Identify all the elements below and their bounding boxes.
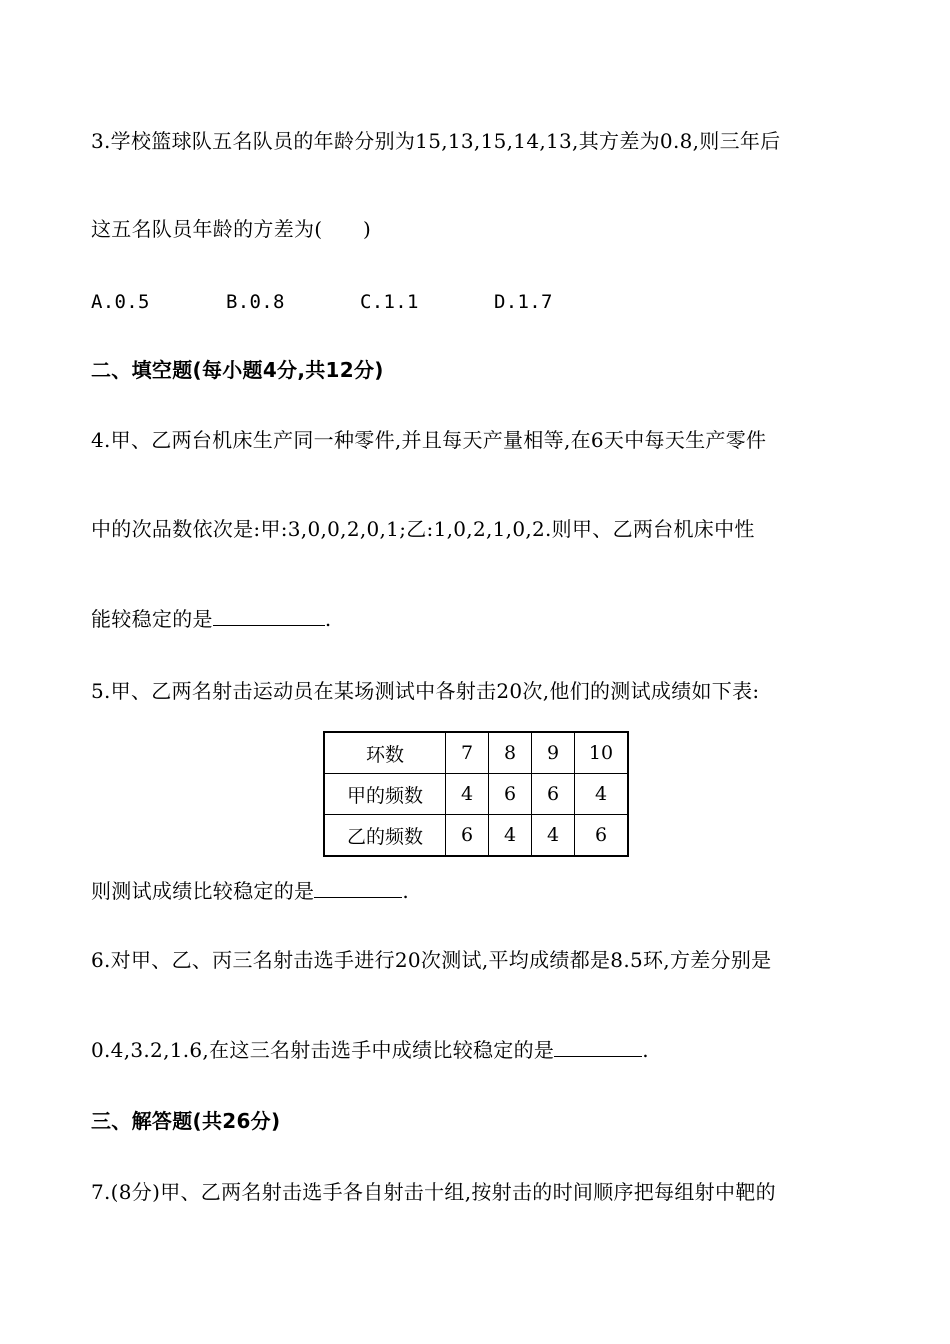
- q7-line-1: 7.(8分)甲、乙两名射击选手各自射击十组,按射击的时间顺序把每组射中靶的: [91, 1180, 776, 1204]
- table-cell: 4: [446, 774, 489, 815]
- table-cell: 4: [532, 815, 575, 857]
- q5-answer-blank[interactable]: [314, 877, 402, 898]
- section-3-heading: 三、解答题(共26分): [91, 1109, 281, 1133]
- q4-line-2: 中的次品数依次是:甲:3,0,0,2,0,1;乙:1,0,2,1,0,2.则甲、乙两台机床中性: [91, 517, 755, 541]
- q5-line-1: 5.甲、乙两名射击运动员在某场测试中各射击20次,他们的测试成绩如下表:: [91, 679, 760, 703]
- q3-line-1: 3.学校篮球队五名队员的年龄分别为15,13,15,14,13,其方差为0.8,则三年后: [91, 129, 781, 153]
- table-cell: 6: [575, 815, 629, 857]
- table-cell: 甲的频数: [324, 774, 446, 815]
- q6-answer-blank[interactable]: [554, 1036, 642, 1057]
- q6-line-2-end: .: [642, 1038, 649, 1062]
- table-row: [324, 732, 628, 774]
- q3-option-b: B.0.8: [226, 291, 285, 313]
- table-header-cell: 环数: [324, 732, 446, 774]
- q3-option-a: A.0.5: [91, 291, 150, 313]
- table-cell: 4: [575, 774, 629, 815]
- table-header-cell: 7: [446, 732, 489, 774]
- table-row: [324, 815, 628, 857]
- q3-option-d: D.1.7: [494, 291, 553, 313]
- section-2-heading: 二、填空题(每小题4分,共12分): [91, 358, 384, 382]
- q3-line-2: 这五名队员年龄的方差为( ): [91, 217, 372, 241]
- q4-answer-blank[interactable]: [213, 605, 325, 626]
- q3-option-c: C.1.1: [360, 291, 419, 313]
- table-cell: 6: [532, 774, 575, 815]
- q4-line-1: 4.甲、乙两台机床生产同一种零件,并且每天产量相等,在6天中每天生产零件: [91, 428, 767, 452]
- q4-line-3: [91, 605, 331, 633]
- score-table: [323, 731, 629, 857]
- q5-after-table: [91, 877, 409, 905]
- table-cell: 6: [489, 774, 532, 815]
- table-row: [324, 774, 628, 815]
- q5-after-text: 则测试成绩比较稳定的是: [91, 879, 315, 903]
- q4-line-3-end: .: [324, 607, 332, 631]
- q3-options: [91, 287, 553, 316]
- q6-line-1: 6.对甲、乙、丙三名射击选手进行20次测试,平均成绩都是8.5环,方差分别是: [91, 948, 772, 972]
- q4-line-3-text: 能较稳定的是: [91, 607, 213, 631]
- q6-line-2-text: 0.4,3.2,1.6,在这三名射击选手中成绩比较稳定的是: [91, 1038, 555, 1062]
- table-header-cell: 9: [532, 732, 575, 774]
- table-header-cell: 8: [489, 732, 532, 774]
- table-cell: 6: [446, 815, 489, 857]
- q5-after-end: .: [402, 879, 409, 903]
- table-header-cell: 10: [575, 732, 629, 774]
- table-cell: 乙的频数: [324, 815, 446, 857]
- q6-line-2: [91, 1036, 649, 1064]
- table-cell: 4: [489, 815, 532, 857]
